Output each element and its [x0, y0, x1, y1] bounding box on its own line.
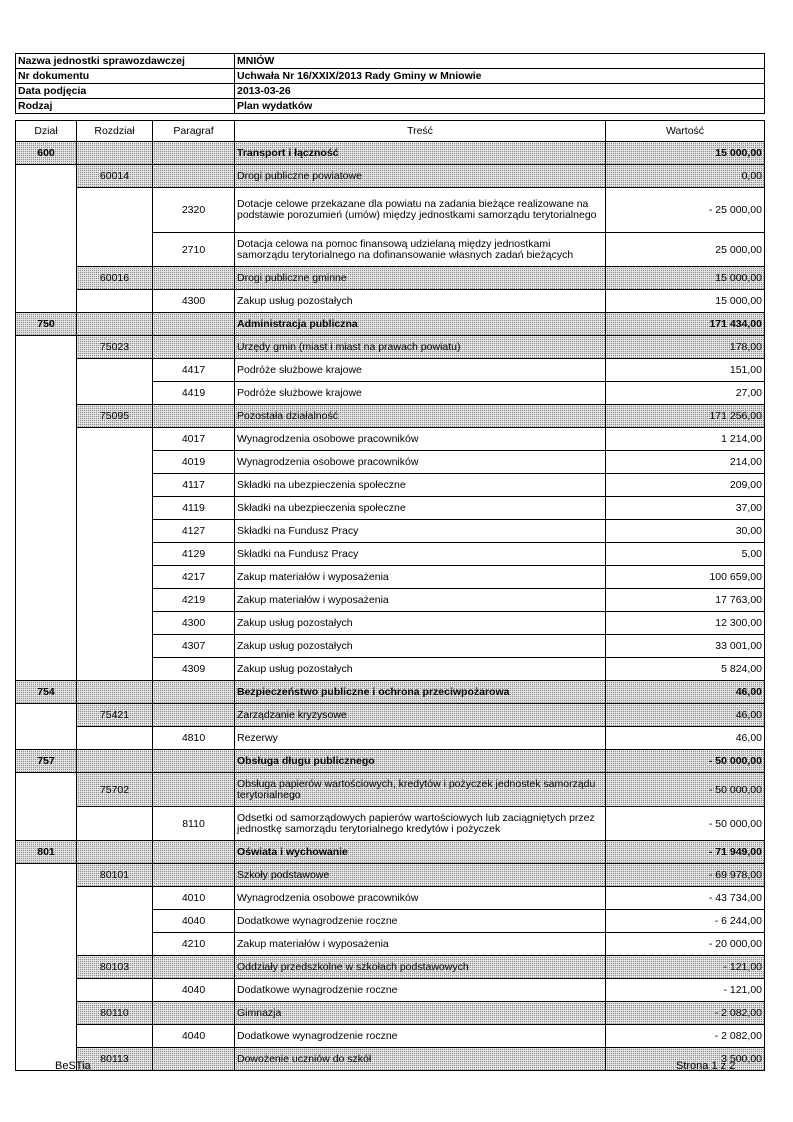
- header-label: Rodzaj: [16, 99, 235, 114]
- dzial-cell: [16, 543, 77, 566]
- paragraf-cell: 4019: [153, 451, 235, 474]
- tresc-cell: Zarządzanie kryzysowe: [235, 704, 606, 727]
- tresc-cell: Zakup materiałów i wyposażenia: [235, 933, 606, 956]
- rozdzial-cell: [77, 382, 153, 405]
- paragraf-row: [16, 233, 765, 267]
- tresc-cell: Gimnazja: [235, 1002, 606, 1025]
- column-header-wartosc: Wartość: [606, 121, 765, 142]
- tresc-cell: Obsługa papierów wartościowych, kredytów i pożyczek jednostek samorządu terytorialnego: [235, 773, 606, 807]
- wartosc-cell: 15 000,00: [606, 290, 765, 313]
- wartosc-cell: - 50 000,00: [606, 807, 765, 841]
- paragraf-cell: [153, 267, 235, 290]
- footer-page-number: Strona 1 z 2: [676, 1060, 736, 1072]
- rozdzial-row: [16, 405, 765, 428]
- tresc-cell: Obsługa długu publicznego: [235, 750, 606, 773]
- rozdzial-cell: [77, 979, 153, 1002]
- paragraf-cell: 4419: [153, 382, 235, 405]
- rozdzial-cell: 75023: [77, 336, 153, 359]
- dzial-row: [16, 313, 765, 336]
- rozdzial-cell: 60016: [77, 267, 153, 290]
- column-header-dzial: Dział: [16, 121, 77, 142]
- tresc-cell: Rezerwy: [235, 727, 606, 750]
- wartosc-cell: 5,00: [606, 543, 765, 566]
- paragraf-cell: 4300: [153, 290, 235, 313]
- dzial-cell: [16, 589, 77, 612]
- column-header-tresc: Treść: [235, 121, 606, 142]
- tresc-cell: Drogi publiczne gminne: [235, 267, 606, 290]
- rozdzial-row: [16, 864, 765, 887]
- rozdzial-cell: 80113: [77, 1048, 153, 1071]
- dzial-cell: [16, 497, 77, 520]
- wartosc-cell: 214,00: [606, 451, 765, 474]
- wartosc-cell: 12 300,00: [606, 612, 765, 635]
- wartosc-cell: 46,00: [606, 681, 765, 704]
- wartosc-cell: 15 000,00: [606, 142, 765, 165]
- dzial-cell: [16, 887, 77, 910]
- paragraf-cell: [153, 165, 235, 188]
- wartosc-cell: - 69 978,00: [606, 864, 765, 887]
- wartosc-cell: - 6 244,00: [606, 910, 765, 933]
- tresc-cell: Zakup usług pozostałych: [235, 612, 606, 635]
- paragraf-cell: 4117: [153, 474, 235, 497]
- wartosc-cell: 171 256,00: [606, 405, 765, 428]
- rozdzial-cell: [77, 451, 153, 474]
- paragraf-row: [16, 382, 765, 405]
- rozdzial-cell: [77, 1025, 153, 1048]
- tresc-cell: Oddziały przedszkolne w szkołach podstawowych: [235, 956, 606, 979]
- tresc-cell: Zakup usług pozostałych: [235, 290, 606, 313]
- dzial-cell: [16, 188, 77, 233]
- rozdzial-cell: [77, 658, 153, 681]
- dzial-cell: [16, 336, 77, 359]
- tresc-cell: Wynagrodzenia osobowe pracowników: [235, 887, 606, 910]
- rozdzial-cell: 75095: [77, 405, 153, 428]
- dzial-cell: [16, 290, 77, 313]
- paragraf-cell: 4040: [153, 910, 235, 933]
- dzial-cell: [16, 1002, 77, 1025]
- dzial-cell: [16, 428, 77, 451]
- tresc-cell: Podróże służbowe krajowe: [235, 382, 606, 405]
- tresc-cell: Wynagrodzenia osobowe pracowników: [235, 451, 606, 474]
- wartosc-cell: 151,00: [606, 359, 765, 382]
- rozdzial-cell: [77, 727, 153, 750]
- paragraf-row: [16, 428, 765, 451]
- paragraf-cell: 4307: [153, 635, 235, 658]
- wartosc-cell: 33 001,00: [606, 635, 765, 658]
- rozdzial-cell: [77, 933, 153, 956]
- paragraf-cell: [153, 841, 235, 864]
- header-value: 2013-03-26: [235, 84, 765, 99]
- tresc-cell: Składki na Fundusz Pracy: [235, 543, 606, 566]
- dzial-cell: [16, 566, 77, 589]
- paragraf-row: [16, 543, 765, 566]
- dzial-cell: [16, 267, 77, 290]
- paragraf-row: [16, 589, 765, 612]
- dzial-cell: [16, 933, 77, 956]
- wartosc-cell: 209,00: [606, 474, 765, 497]
- wartosc-cell: 1 214,00: [606, 428, 765, 451]
- rozdzial-cell: [77, 142, 153, 165]
- rozdzial-cell: [77, 589, 153, 612]
- dzial-cell: [16, 956, 77, 979]
- dzial-row: [16, 142, 765, 165]
- dzial-cell: [16, 359, 77, 382]
- paragraf-cell: [153, 681, 235, 704]
- rozdzial-cell: [77, 290, 153, 313]
- document-header-table: [15, 53, 765, 114]
- rozdzial-cell: [77, 543, 153, 566]
- rozdzial-cell: [77, 887, 153, 910]
- dzial-cell: [16, 1025, 77, 1048]
- column-header-row: [16, 121, 765, 142]
- rozdzial-cell: [77, 474, 153, 497]
- wartosc-cell: 27,00: [606, 382, 765, 405]
- rozdzial-cell: 80103: [77, 956, 153, 979]
- footer-app-name: BeSTia: [55, 1060, 91, 1072]
- rozdzial-cell: 80101: [77, 864, 153, 887]
- rozdzial-cell: 60014: [77, 165, 153, 188]
- paragraf-cell: 4010: [153, 887, 235, 910]
- dzial-cell: 801: [16, 841, 77, 864]
- rozdzial-cell: 75702: [77, 773, 153, 807]
- rozdzial-cell: [77, 807, 153, 841]
- wartosc-cell: - 121,00: [606, 979, 765, 1002]
- header-value: Uchwała Nr 16/XXIX/2013 Rady Gminy w Mniowie: [235, 69, 765, 84]
- wartosc-cell: 46,00: [606, 704, 765, 727]
- rozdzial-cell: [77, 635, 153, 658]
- wartosc-cell: 17 763,00: [606, 589, 765, 612]
- paragraf-cell: [153, 1048, 235, 1071]
- paragraf-cell: 4017: [153, 428, 235, 451]
- rozdzial-cell: 75421: [77, 704, 153, 727]
- wartosc-cell: 46,00: [606, 727, 765, 750]
- rozdzial-cell: [77, 566, 153, 589]
- paragraf-cell: [153, 313, 235, 336]
- tresc-cell: Bezpieczeństwo publiczne i ochrona przeciwpożarowa: [235, 681, 606, 704]
- dzial-cell: [16, 979, 77, 1002]
- dzial-cell: [16, 612, 77, 635]
- wartosc-cell: 178,00: [606, 336, 765, 359]
- tresc-cell: Składki na Fundusz Pracy: [235, 520, 606, 543]
- dzial-cell: [16, 727, 77, 750]
- header-value: Plan wydatków: [235, 99, 765, 114]
- rozdzial-cell: [77, 359, 153, 382]
- tresc-cell: Dodatkowe wynagrodzenie roczne: [235, 910, 606, 933]
- dzial-cell: [16, 233, 77, 267]
- tresc-cell: Składki na ubezpieczenia społeczne: [235, 474, 606, 497]
- dzial-cell: [16, 520, 77, 543]
- paragraf-row: [16, 612, 765, 635]
- dzial-row: [16, 750, 765, 773]
- dzial-row: [16, 681, 765, 704]
- rozdzial-cell: [77, 233, 153, 267]
- wartosc-cell: 15 000,00: [606, 267, 765, 290]
- rozdzial-row: [16, 956, 765, 979]
- dzial-cell: [16, 405, 77, 428]
- wartosc-cell: - 20 000,00: [606, 933, 765, 956]
- paragraf-row: [16, 290, 765, 313]
- dzial-cell: 750: [16, 313, 77, 336]
- tresc-cell: Dotacje celowe przekazane dla powiatu na zadania bieżące realizowane na podstawie porozumień (umów) między jednostkami samorządu terytorialnego: [235, 188, 606, 233]
- paragraf-cell: 4309: [153, 658, 235, 681]
- paragraf-row: [16, 727, 765, 750]
- tresc-cell: Dotacja celowa na pomoc finansową udzielaną między jednostkami samorządu terytorialnego na dofinansowanie własnych zadań bieżących: [235, 233, 606, 267]
- dzial-cell: 757: [16, 750, 77, 773]
- wartosc-cell: 5 824,00: [606, 658, 765, 681]
- paragraf-cell: 2710: [153, 233, 235, 267]
- rozdzial-cell: [77, 428, 153, 451]
- paragraf-row: [16, 887, 765, 910]
- paragraf-row: [16, 658, 765, 681]
- paragraf-cell: 4040: [153, 979, 235, 1002]
- column-header-rozdzial: Rozdział: [77, 121, 153, 142]
- rozdzial-row: [16, 1048, 765, 1071]
- tresc-cell: Transport i łączność: [235, 142, 606, 165]
- paragraf-cell: 4119: [153, 497, 235, 520]
- paragraf-cell: 4300: [153, 612, 235, 635]
- tresc-cell: Składki na ubezpieczenia społeczne: [235, 497, 606, 520]
- dzial-cell: [16, 451, 77, 474]
- dzial-cell: [16, 635, 77, 658]
- rozdzial-cell: [77, 313, 153, 336]
- wartosc-cell: 30,00: [606, 520, 765, 543]
- wartosc-cell: 0,00: [606, 165, 765, 188]
- rozdzial-cell: [77, 520, 153, 543]
- header-value: MNIÓW: [235, 54, 765, 69]
- paragraf-row: [16, 474, 765, 497]
- paragraf-row: [16, 566, 765, 589]
- tresc-cell: Wynagrodzenia osobowe pracowników: [235, 428, 606, 451]
- wartosc-cell: - 2 082,00: [606, 1002, 765, 1025]
- rozdzial-cell: [77, 188, 153, 233]
- dzial-cell: 600: [16, 142, 77, 165]
- rozdzial-row: [16, 336, 765, 359]
- paragraf-row: [16, 188, 765, 233]
- dzial-cell: 754: [16, 681, 77, 704]
- dzial-cell: [16, 474, 77, 497]
- rozdzial-cell: [77, 681, 153, 704]
- paragraf-row: [16, 520, 765, 543]
- rozdzial-cell: 80110: [77, 1002, 153, 1025]
- paragraf-row: [16, 497, 765, 520]
- paragraf-cell: [153, 1002, 235, 1025]
- paragraf-row: [16, 635, 765, 658]
- paragraf-cell: [153, 336, 235, 359]
- tresc-cell: Dodatkowe wynagrodzenie roczne: [235, 979, 606, 1002]
- tresc-cell: Drogi publiczne powiatowe: [235, 165, 606, 188]
- wartosc-cell: - 71 949,00: [606, 841, 765, 864]
- wartosc-cell: - 25 000,00: [606, 188, 765, 233]
- dzial-cell: [16, 910, 77, 933]
- header-label: Nr dokumentu: [16, 69, 235, 84]
- paragraf-cell: [153, 704, 235, 727]
- paragraf-cell: [153, 956, 235, 979]
- header-row: [16, 69, 765, 84]
- tresc-cell: Szkoły podstawowe: [235, 864, 606, 887]
- dzial-cell: [16, 864, 77, 887]
- dzial-cell: [16, 658, 77, 681]
- paragraf-cell: [153, 142, 235, 165]
- tresc-cell: Odsetki od samorządowych papierów wartościowych lub zaciągniętych przez jednostkę samorządu terytorialnego kredytów i pożyczek: [235, 807, 606, 841]
- paragraf-cell: 4129: [153, 543, 235, 566]
- paragraf-cell: 4219: [153, 589, 235, 612]
- header-label: Nazwa jednostki sprawozdawczej: [16, 54, 235, 69]
- wartosc-cell: 25 000,00: [606, 233, 765, 267]
- rozdzial-row: [16, 704, 765, 727]
- paragraf-row: [16, 1025, 765, 1048]
- dzial-cell: [16, 165, 77, 188]
- paragraf-cell: [153, 750, 235, 773]
- rozdzial-cell: [77, 750, 153, 773]
- header-row: [16, 84, 765, 99]
- rozdzial-row: [16, 773, 765, 807]
- tresc-cell: Zakup usług pozostałych: [235, 635, 606, 658]
- dzial-cell: [16, 704, 77, 727]
- dzial-cell: [16, 807, 77, 841]
- expenditure-plan-table: [15, 120, 765, 1071]
- rozdzial-cell: [77, 497, 153, 520]
- tresc-cell: Zakup usług pozostałych: [235, 658, 606, 681]
- tresc-cell: Zakup materiałów i wyposażenia: [235, 589, 606, 612]
- dzial-cell: [16, 773, 77, 807]
- rozdzial-row: [16, 267, 765, 290]
- header-label: Data podjęcia: [16, 84, 235, 99]
- column-header-paragraf: Paragraf: [153, 121, 235, 142]
- paragraf-cell: 2320: [153, 188, 235, 233]
- rozdzial-row: [16, 165, 765, 188]
- wartosc-cell: 171 434,00: [606, 313, 765, 336]
- wartosc-cell: 3 500,00: [606, 1048, 765, 1071]
- wartosc-cell: 100 659,00: [606, 566, 765, 589]
- wartosc-cell: - 50 000,00: [606, 750, 765, 773]
- paragraf-row: [16, 807, 765, 841]
- wartosc-cell: - 50 000,00: [606, 773, 765, 807]
- paragraf-row: [16, 979, 765, 1002]
- rozdzial-cell: [77, 841, 153, 864]
- paragraf-row: [16, 451, 765, 474]
- rozdzial-cell: [77, 910, 153, 933]
- tresc-cell: Administracja publiczna: [235, 313, 606, 336]
- tresc-cell: Oświata i wychowanie: [235, 841, 606, 864]
- wartosc-cell: - 2 082,00: [606, 1025, 765, 1048]
- tresc-cell: Urzędy gmin (miast i miast na prawach powiatu): [235, 336, 606, 359]
- wartosc-cell: - 43 734,00: [606, 887, 765, 910]
- wartosc-cell: - 121,00: [606, 956, 765, 979]
- paragraf-row: [16, 910, 765, 933]
- tresc-cell: Dowożenie uczniów do szkół: [235, 1048, 606, 1071]
- tresc-cell: Zakup materiałów i wyposażenia: [235, 566, 606, 589]
- paragraf-cell: 4217: [153, 566, 235, 589]
- wartosc-cell: 37,00: [606, 497, 765, 520]
- rozdzial-cell: [77, 612, 153, 635]
- tresc-cell: Podróże służbowe krajowe: [235, 359, 606, 382]
- paragraf-cell: 4417: [153, 359, 235, 382]
- tresc-cell: Dodatkowe wynagrodzenie roczne: [235, 1025, 606, 1048]
- paragraf-cell: 8110: [153, 807, 235, 841]
- paragraf-cell: [153, 864, 235, 887]
- paragraf-cell: 4810: [153, 727, 235, 750]
- rozdzial-row: [16, 1002, 765, 1025]
- tresc-cell: Pozostała działalność: [235, 405, 606, 428]
- table-body: [16, 142, 765, 1071]
- dzial-cell: [16, 382, 77, 405]
- paragraf-cell: 4127: [153, 520, 235, 543]
- paragraf-row: [16, 359, 765, 382]
- header-row: [16, 54, 765, 69]
- paragraf-cell: [153, 405, 235, 428]
- paragraf-cell: [153, 773, 235, 807]
- paragraf-cell: 4210: [153, 933, 235, 956]
- paragraf-cell: 4040: [153, 1025, 235, 1048]
- dzial-row: [16, 841, 765, 864]
- header-row: [16, 99, 765, 114]
- paragraf-row: [16, 933, 765, 956]
